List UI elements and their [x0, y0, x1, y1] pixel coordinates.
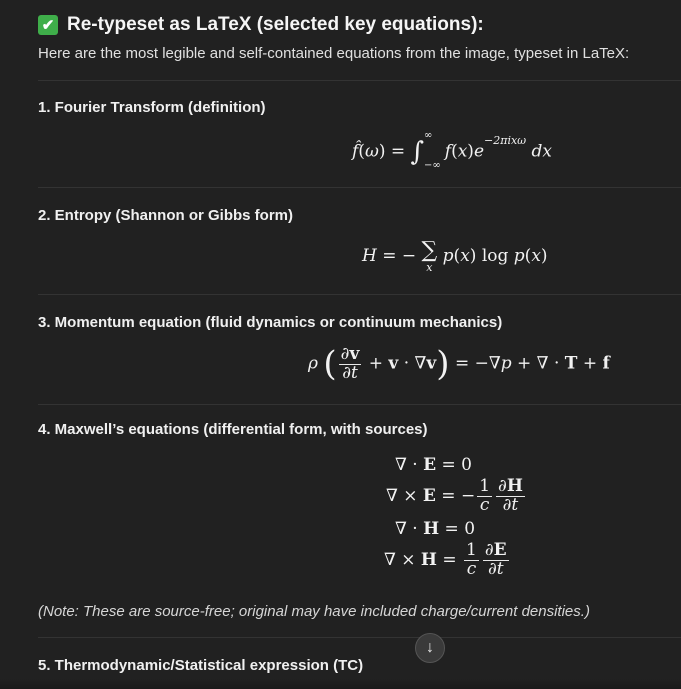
equation-maxwell-4: ∇ × H = $\frac{1}{c}$ $\frac{\partial E}{\partial t}$ — [384, 540, 507, 579]
section-title-thermodynamic: 5. Thermodynamic/Statistical expression (TC) — [38, 657, 364, 674]
equation-maxwell-3: ∇ · H = 0 — [395, 519, 476, 539]
response-heading — [38, 10, 484, 40]
arrow-down-icon: ↓ — [426, 639, 434, 656]
equation-momentum: ρ ( $\frac{\partial v}{\partial t}$ + v · ∇v) = −∇p + ∇ · T + f — [308, 343, 610, 384]
equation-maxwell-2: ∇ × E = − $\frac{1}{c}$ $\frac{\partial H}{\partial t}$ — [386, 476, 523, 515]
divider — [38, 187, 681, 188]
divider — [38, 404, 681, 405]
equation-maxwell-1: ∇ · E = 0 — [395, 455, 472, 475]
equation-entropy: H = − ∑ x p(x) log p(x) — [362, 238, 548, 274]
section-title-fourier: 1. Fourier Transform (definition) — [38, 99, 266, 116]
section-title-maxwell: 4. Maxwell’s equations (differential form, with sources) — [38, 421, 428, 438]
heading-title: Re-typeset as LaTeX (selected key equations): — [67, 14, 484, 35]
section-title-entropy: 2. Entropy (Shannon or Gibbs form) — [38, 207, 293, 224]
check-icon: ✔ — [38, 15, 58, 35]
divider — [38, 637, 681, 638]
scroll-to-bottom-button[interactable] — [415, 633, 445, 663]
section-title-momentum: 3. Momentum equation (fluid dynamics or continuum mechanics) — [38, 314, 503, 331]
divider — [38, 80, 681, 81]
intro-text: Here are the most legible and self-contained equations from the image, typeset in LaTeX: — [38, 45, 630, 62]
divider — [38, 294, 681, 295]
note-text: (Note: These are source-free; original may have included charge/current densities.) — [38, 603, 590, 620]
equation-fourier: f̂(ω) = ∫ ∞ −∞ $f(x)e^{-2\pi ix\omega}$ dx — [352, 130, 553, 171]
bottom-fade — [0, 679, 681, 689]
